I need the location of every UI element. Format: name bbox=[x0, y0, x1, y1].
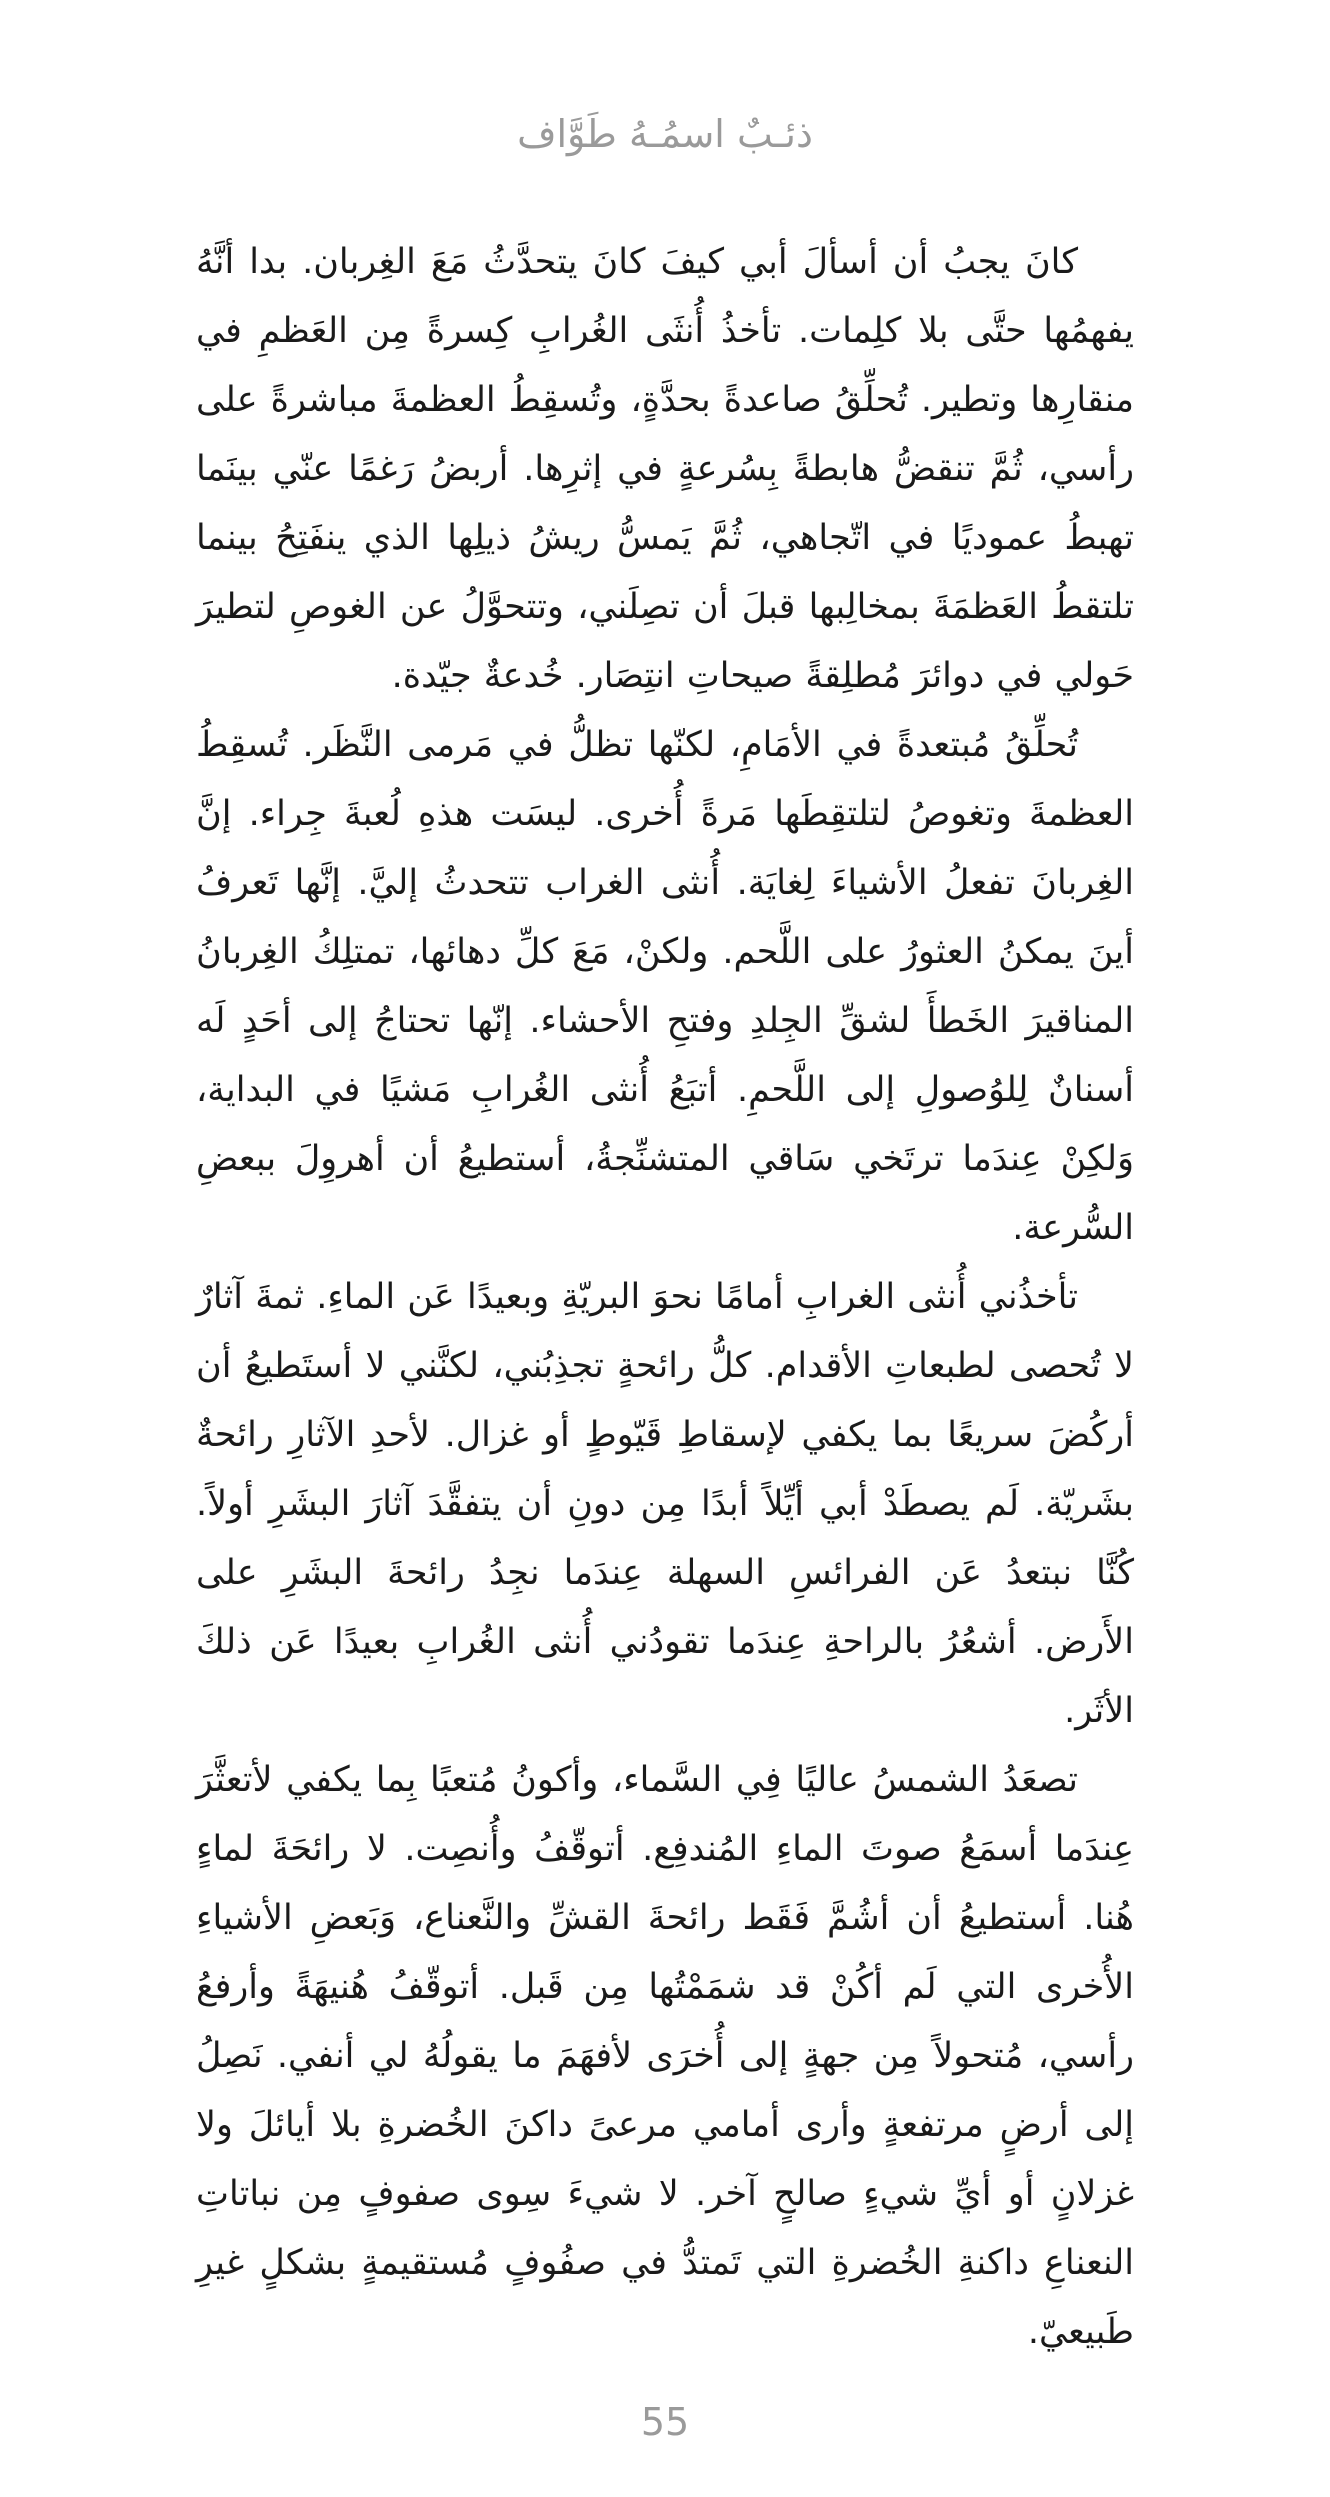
page-number: 55 bbox=[640, 2400, 690, 2444]
running-header-title: ذئـبٌ اسمُـهُ طَوَّاف bbox=[517, 112, 813, 156]
body-paragraph: تصعَدُ الشمسُ عاليًا فِي السَّماء، وأكونُ مُتعبًا بِما يكفي لأتعثَّرَ عِندَما أسمَعُ صوتَ الماءِ المُندفِع. أتوقّفُ وأُنصِت. لا رائحَةَ لماءٍ هُنا. أستطيعُ أن أشُمَّ فَقَط رائحةَ القشِّ والنَّعناع، وَبَعضِ الأشياءِ الأُخرى التي لَم أكُنْ قد شمَمْتُها مِن قَبل. أتوقّفُ هُنيهَةً وأرفعُ رأسي، مُتحولاً مِن جهةٍ إلى أُخرَى لأفهَمَ ما يقولُهُ لي أنفي. نَصِلُ إلى أرضٍ مرتفعةٍ وأرى أمامي مرعىً داكنَ الخُضرةِ بلا أيائلَ ولا غزلانٍ أو أيِّ شيءٍ صالحٍ آخر. لا شيءَ سِوى صفوفٍ مِن نباتاتِ النعناعِ داكنةِ الخُضرةِ التي تَمتدُّ في صفُوفٍ مُستقيمةٍ بشكلٍ غيرِ طَبيعيّ. bbox=[196, 1760, 1134, 2352]
body-paragraph: تُحلِّقُ مُبتعدةً في الأمَامِ، لكنّها تظلُّ في مَرمى النَّظَر. تُسقِطُ العظمةَ وتغوصُ لتلتقِطَها مَرةً أُخرى. ليسَت هذهِ لُعبةَ جِراء. إنَّ الغِربانَ تفعلُ الأشياءَ لِغايَة. أُنثى الغراب تتحدثُ إليَّ. إنَّها تَعرفُ أينَ يمكنُ العثورُ على اللَّحم. ولكنْ، مَعَ كلِّ دهائها، تمتلِكُ الغِربانُ المناقيرَ الخَطأَ لشقِّ الجِلدِ وفتحِ الأحشاء. إنّها تحتاجُ إلى أحَدٍ لَه أسنانٌ لِلوُصولِ إلى اللَّحمِ. أتبَعُ أُنثى الغُرابِ مَشيًا في البداية، وَلكِنْ عِندَما ترتَخي سَاقي المتشنِّجةُ، أستطيعُ أن أهروِلَ ببعضِ السُّرعة. bbox=[196, 725, 1134, 1248]
page-body bbox=[196, 228, 1134, 2367]
body-paragraph: تأخذُني أُنثى الغرابِ أمامًا نحوَ البريّةِ وبعيدًا عَن الماءِ. ثمةَ آثارٌ لا تُحصى لطبعاتِ الأقدام. كلُّ رائحةٍ تجذِبُني، لكنَّني لا أستَطيعُ أن أركُضَ سريعًا بما يكفي لإسقاطِ قَيّوطٍ أو غزال. لأحدِ الآثارِ رائحةٌ بشَريّة. لَم يصطَدْ أبي أيِّلاً أبدًا مِن دونِ أن يتفقَّدَ آثارَ البشَرِ أولاً. كُنَّا نبتعدُ عَن الفرائسِ السهلة عِندَما نجِدُ رائحةَ البشَرِ على الأَرض. أشعُرُ بالراحةِ عِندَما تقودُني أُنثى الغُرابِ بعيدًا عَن ذلكَ الأثَر. bbox=[196, 1277, 1134, 1731]
body-paragraph: كانَ يجبُ أن أسألَ أبي كيفَ كانَ يتحدَّثُ مَعَ الغِربان. بدا أنَّهُ يفهمُها حتَّى بلا كلِمات. تأخذُ أُنثَى الغُرابِ كِسرةً مِن العَظمِ في منقارِها وتطير. تُحلِّقُ صاعدةً بحدَّةٍ، وتُسقِطُ العظمةَ مباشرةً على رأسي، ثُمَّ تنقضُّ هابطةً بِسُرعةٍ في إثرِها. أربضُ رَغمًا عنّي بينَما تهبطُ عموديًا في اتّجاهي، ثُمَّ يَمسُّ ريشُ ذيلِها الذي ينفَتِحُ بينما تلتقطُ العَظمَةَ بمخالِبها قبلَ أن تصِلَني، وتتحوَّلُ عن الغوصِ لتطيرَ حَولي في دوائرَ مُطلِقةً صيحاتِ انتِصَار. خُدعةٌ جيّدة. bbox=[196, 242, 1134, 696]
